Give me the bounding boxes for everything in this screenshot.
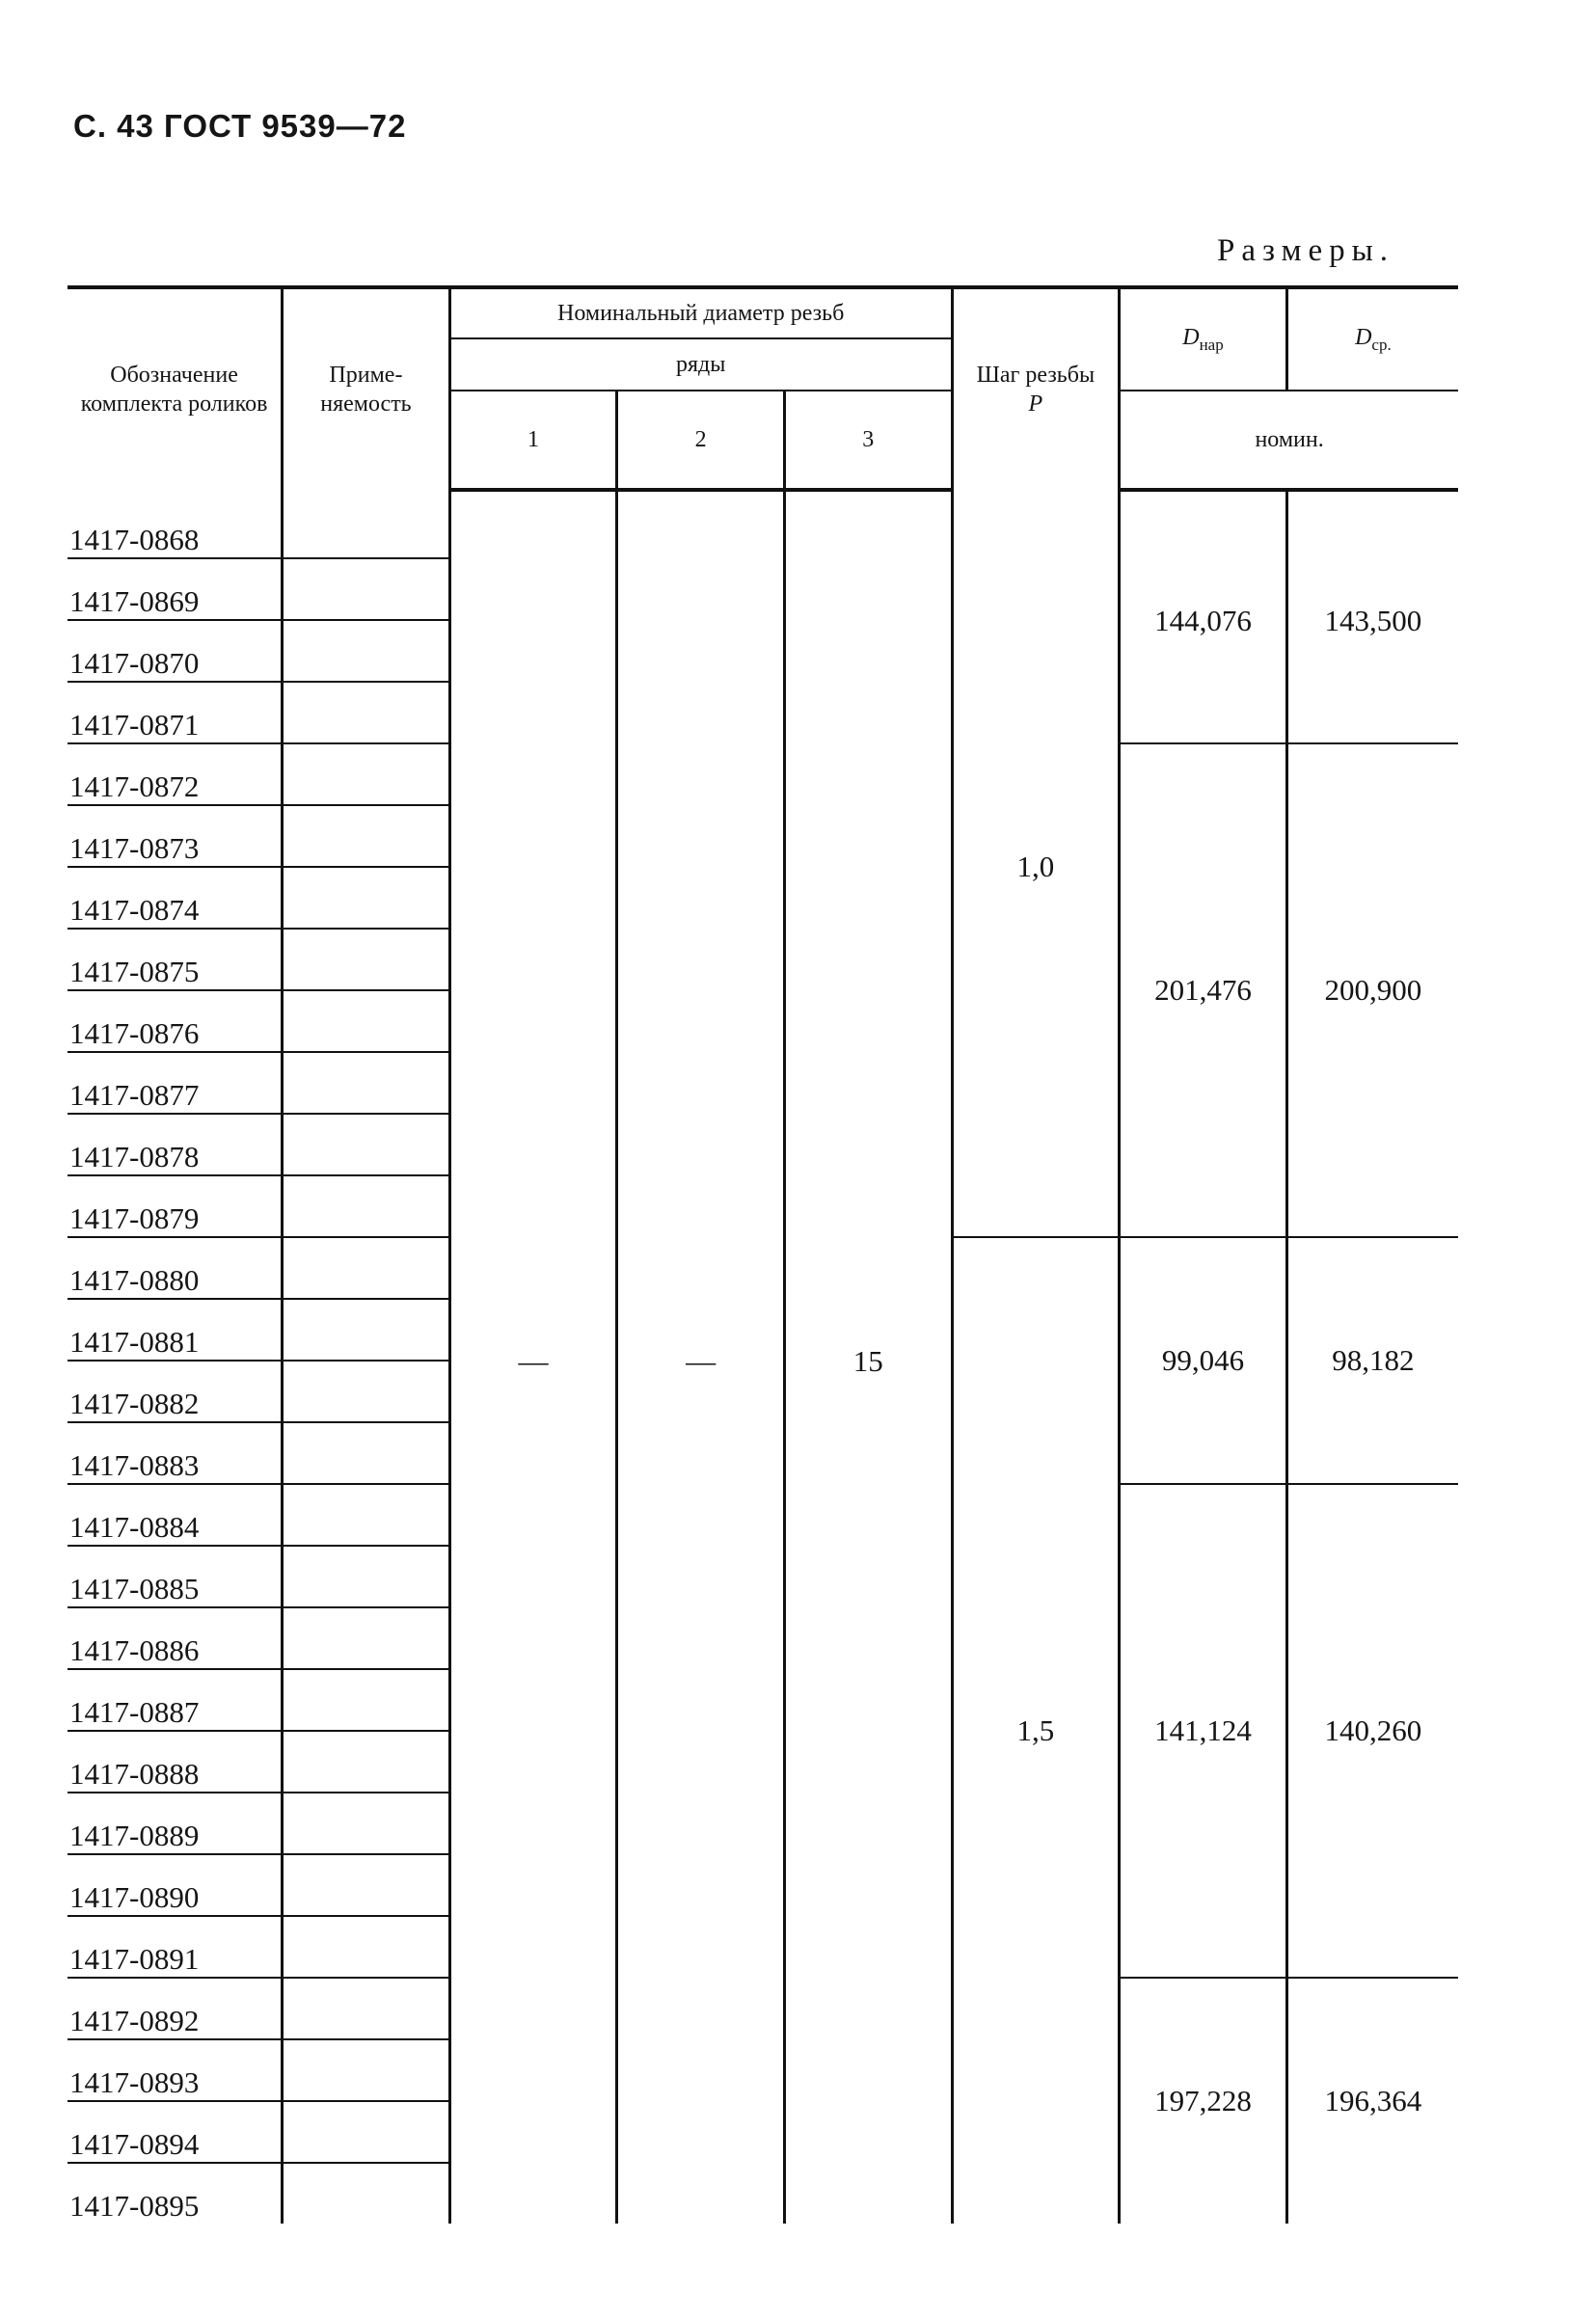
applicability-cell xyxy=(283,1052,450,1114)
applicability-cell xyxy=(283,990,450,1052)
applicability-cell xyxy=(283,1484,450,1546)
code-cell: 1417-0885 xyxy=(68,1546,283,1607)
applicability-cell xyxy=(283,929,450,990)
code-cell: 1417-0873 xyxy=(68,805,283,867)
applicability-cell xyxy=(283,1731,450,1793)
applicability-cell xyxy=(283,867,450,929)
row2-cell: — xyxy=(617,490,785,2224)
pitch-cell: 1,0 xyxy=(952,490,1120,1237)
roller-sets-table xyxy=(68,285,1458,2224)
code-cell: 1417-0871 xyxy=(68,682,283,743)
header-d-outer-sub: нар xyxy=(1199,336,1224,355)
applicability-cell xyxy=(283,1237,450,1299)
header-d-mean-sub: ср. xyxy=(1371,336,1392,355)
header-nominal-diameter: Номинальный диаметр резьб xyxy=(449,287,952,338)
applicability-cell xyxy=(283,805,450,867)
code-cell: 1417-0877 xyxy=(68,1052,283,1114)
header-pitch-symbol: P xyxy=(1028,391,1043,417)
code-cell: 1417-0870 xyxy=(68,620,283,682)
code-cell: 1417-0887 xyxy=(68,1669,283,1731)
header-d-mean xyxy=(1286,287,1458,391)
code-cell: 1417-0892 xyxy=(68,1978,283,2039)
header-d-outer xyxy=(1120,287,1287,391)
row3-cell: 15 xyxy=(784,490,952,2224)
d-mean-cell: 143,500 xyxy=(1286,490,1458,743)
code-cell: 1417-0889 xyxy=(68,1793,283,1854)
applicability-cell xyxy=(283,1299,450,1361)
d-outer-cell: 201,476 xyxy=(1120,743,1287,1237)
applicability-cell xyxy=(283,490,450,558)
applicability-cell xyxy=(283,558,450,620)
applicability-cell xyxy=(283,1607,450,1669)
applicability-cell xyxy=(283,1361,450,1422)
header-row-1: 1 xyxy=(449,391,617,490)
header-pitch xyxy=(952,287,1120,490)
header-d-mean-main: D xyxy=(1355,325,1372,351)
d-outer-cell: 141,124 xyxy=(1120,1484,1287,1978)
d-outer-cell: 99,046 xyxy=(1120,1237,1287,1484)
row1-cell: — xyxy=(449,490,617,2224)
d-mean-cell: 196,364 xyxy=(1286,1978,1458,2224)
applicability-cell xyxy=(283,2101,450,2163)
table-row xyxy=(68,490,1458,558)
applicability-cell xyxy=(283,1978,450,2039)
code-cell: 1417-0876 xyxy=(68,990,283,1052)
code-cell: 1417-0872 xyxy=(68,743,283,805)
applicability-cell xyxy=(283,1546,450,1607)
code-cell: 1417-0868 xyxy=(68,490,283,558)
applicability-cell xyxy=(283,1175,450,1237)
applicability-cell xyxy=(283,1916,450,1978)
header-row-2: 2 xyxy=(617,391,785,490)
pitch-cell: 1,5 xyxy=(952,1237,1120,2224)
code-cell: 1417-0894 xyxy=(68,2101,283,2163)
header-designation: Обозначение комплекта роликов xyxy=(80,363,268,417)
code-cell: 1417-0883 xyxy=(68,1422,283,1484)
code-cell: 1417-0878 xyxy=(68,1114,283,1175)
applicability-cell xyxy=(283,743,450,805)
applicability-cell xyxy=(283,2163,450,2224)
header-pitch-label: Шаг резьбы xyxy=(976,363,1096,388)
d-mean-cell: 140,260 xyxy=(1286,1484,1458,1978)
applicability-cell xyxy=(283,682,450,743)
d-mean-cell: 200,900 xyxy=(1286,743,1458,1237)
applicability-cell xyxy=(283,1854,450,1916)
applicability-cell xyxy=(283,1422,450,1484)
code-cell: 1417-0893 xyxy=(68,2039,283,2101)
code-cell: 1417-0882 xyxy=(68,1361,283,1422)
code-cell: 1417-0880 xyxy=(68,1237,283,1299)
code-cell: 1417-0891 xyxy=(68,1916,283,1978)
d-mean-cell: 98,182 xyxy=(1286,1237,1458,1484)
applicability-cell xyxy=(283,1793,450,1854)
applicability-cell xyxy=(283,620,450,682)
code-cell: 1417-0881 xyxy=(68,1299,283,1361)
code-cell: 1417-0879 xyxy=(68,1175,283,1237)
code-cell: 1417-0890 xyxy=(68,1854,283,1916)
code-cell: 1417-0888 xyxy=(68,1731,283,1793)
code-cell: 1417-0869 xyxy=(68,558,283,620)
header-d-outer-main: D xyxy=(1182,325,1200,351)
code-cell: 1417-0874 xyxy=(68,867,283,929)
d-outer-cell: 144,076 xyxy=(1120,490,1287,743)
applicability-cell xyxy=(283,1114,450,1175)
code-cell: 1417-0884 xyxy=(68,1484,283,1546)
header-nominal: номин. xyxy=(1120,391,1458,490)
applicability-cell xyxy=(283,1669,450,1731)
header-row-3: 3 xyxy=(784,391,952,490)
code-cell: 1417-0875 xyxy=(68,929,283,990)
code-cell: 1417-0886 xyxy=(68,1607,283,1669)
page-header: С. 43 ГОСТ 9539—72 xyxy=(73,108,407,144)
code-cell: 1417-0895 xyxy=(69,2189,200,2223)
header-applicability: Приме-няемость xyxy=(283,287,450,490)
applicability-cell xyxy=(283,2039,450,2101)
units-label: Размеры. xyxy=(1217,233,1395,268)
d-outer-cell: 197,228 xyxy=(1120,1978,1287,2224)
header-rows: ряды xyxy=(449,338,952,391)
